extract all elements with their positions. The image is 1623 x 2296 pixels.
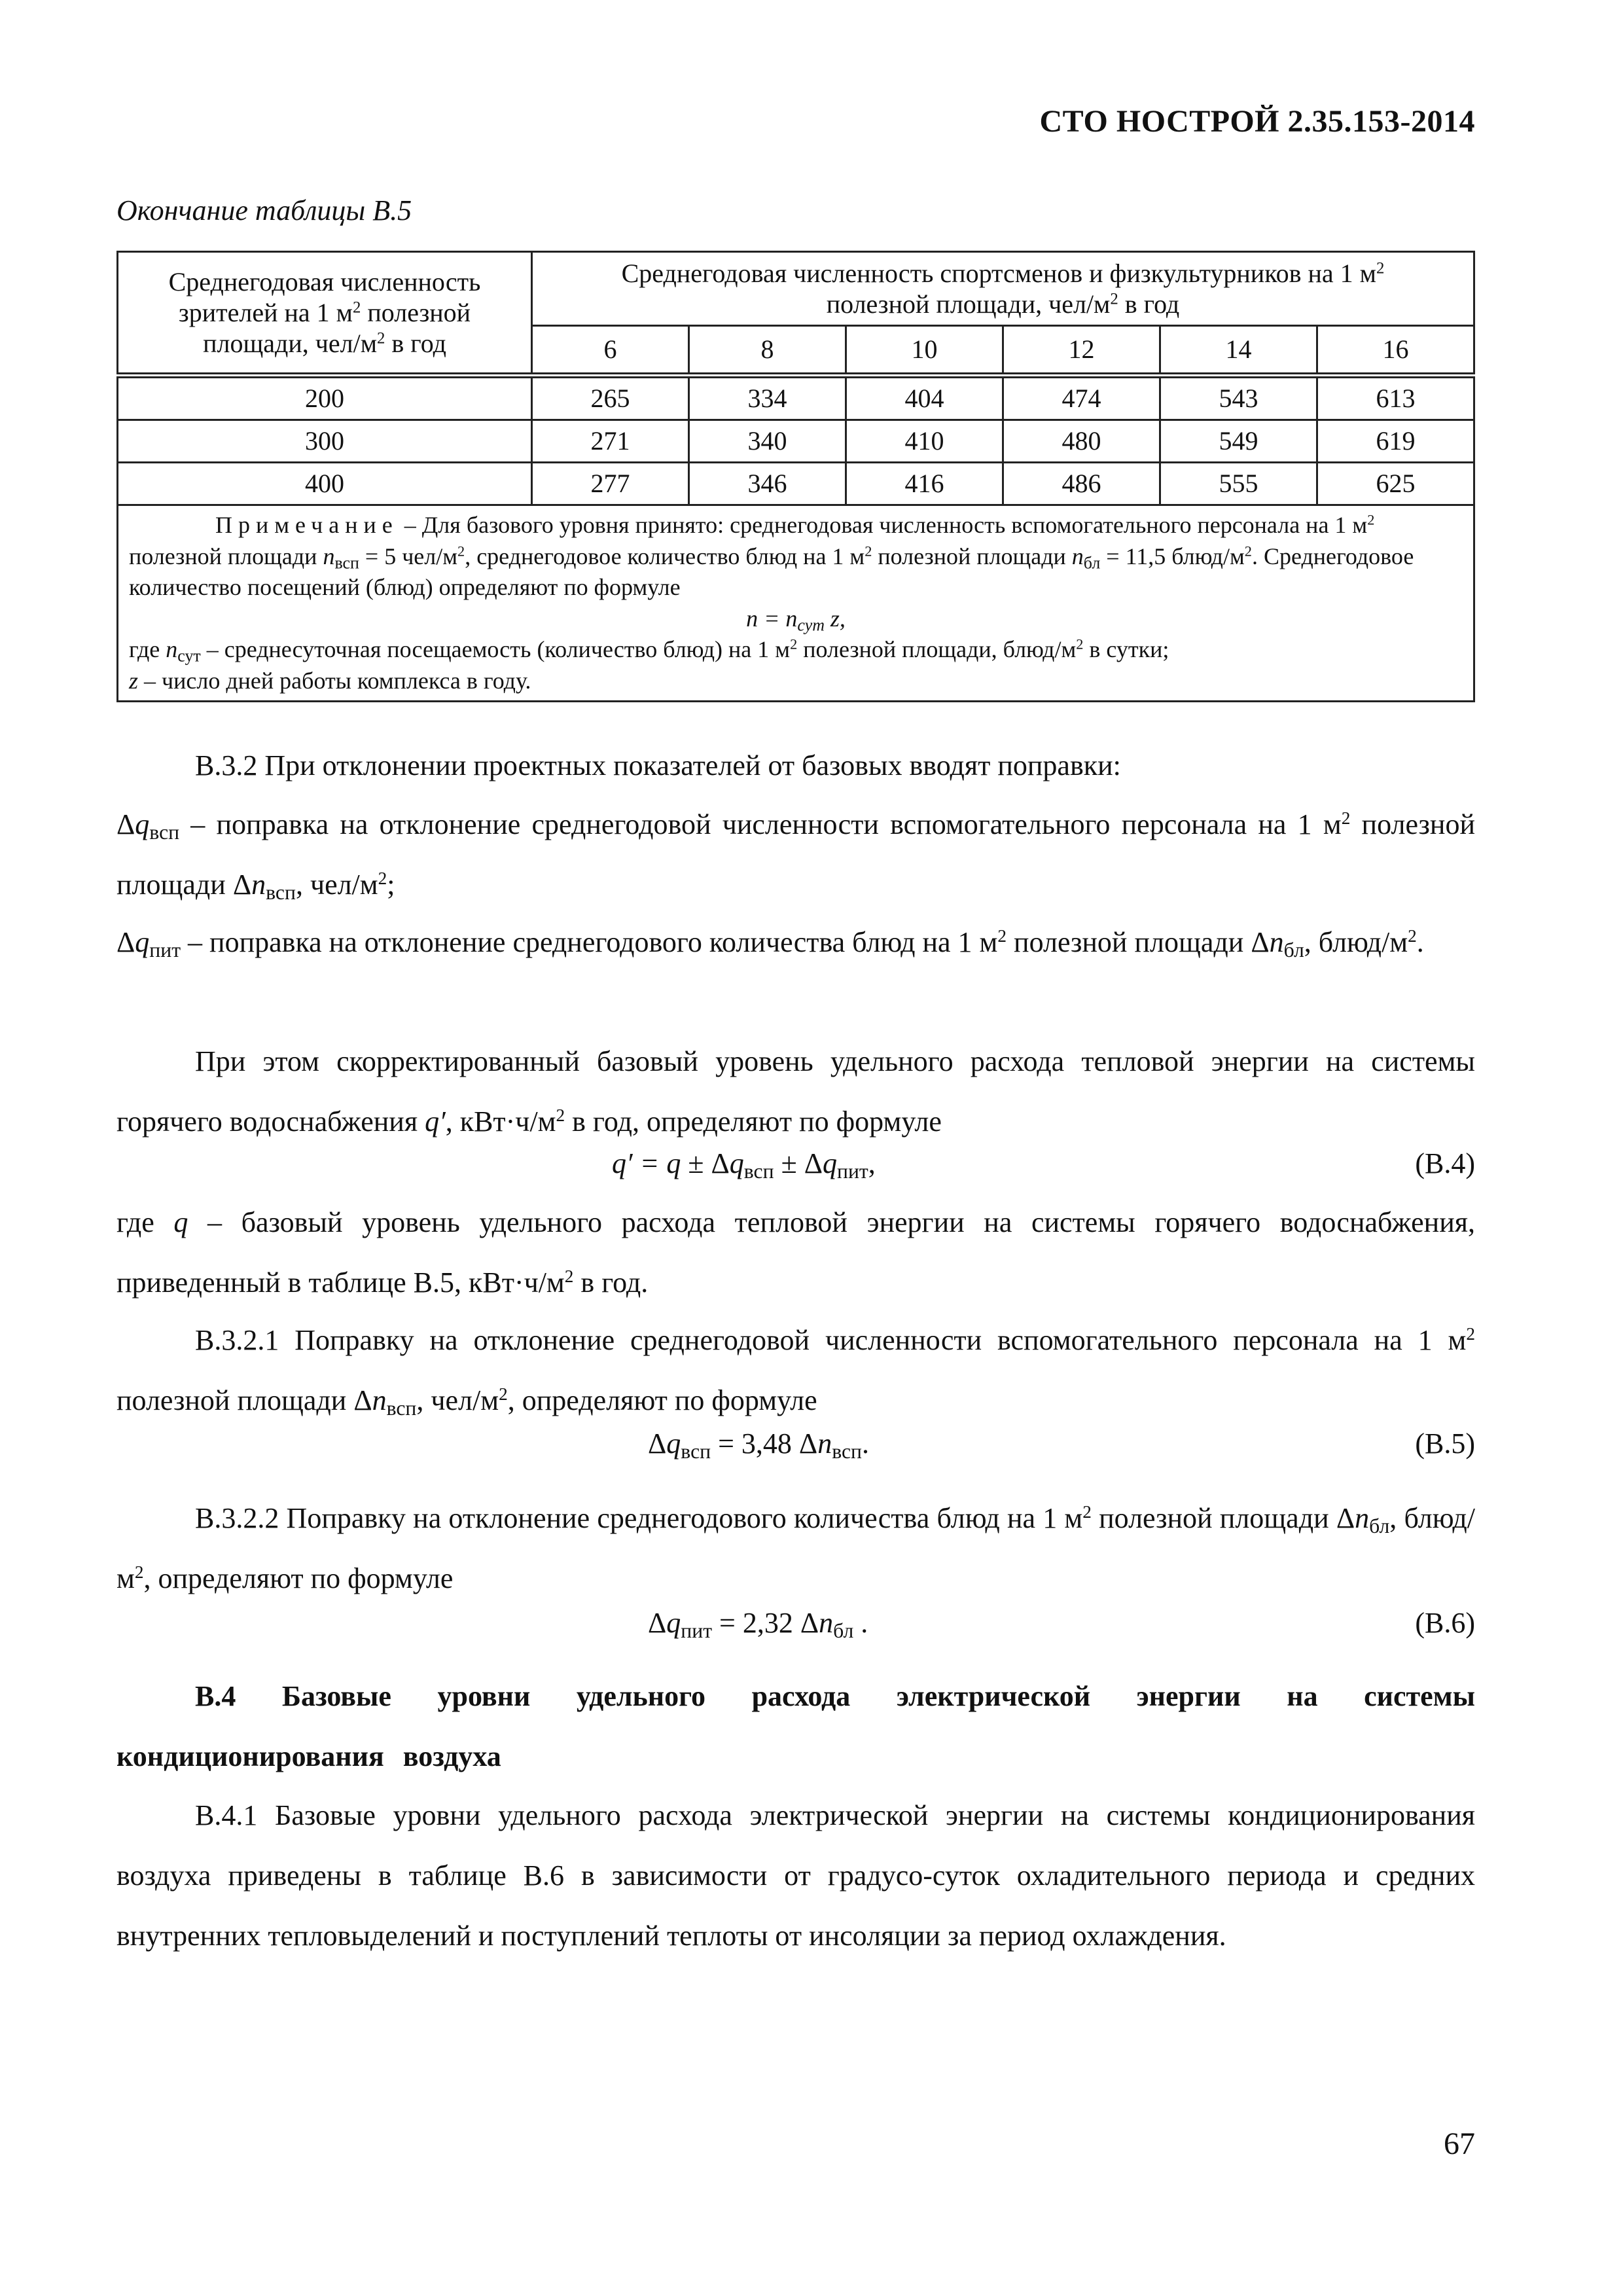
table-row <box>118 463 1474 505</box>
column-header: 12 <box>1003 326 1160 376</box>
note-formula: $n = n_{сут}$ z, <box>746 605 846 635</box>
table-cell: 410 <box>846 420 1003 463</box>
table-cell: 271 <box>532 420 689 463</box>
table-cell: 549 <box>1160 420 1317 463</box>
table-cell: 300 <box>118 420 532 463</box>
formula-number-b5: (В.5) <box>1415 1427 1475 1460</box>
table-cell: 474 <box>1003 376 1160 420</box>
paragraph-dq-vsp: $\Delta q_{всп}$ – поправка на отклонение среднегодовой численности вспомогательного персонала на 1 $м^2$ полезной площади $\Delta n_{всп}$, чел/$м^2$; <box>116 808 1476 904</box>
column-header: 14 <box>1160 326 1317 376</box>
table-cell: 346 <box>689 463 846 505</box>
paragraph-q-definition: где q – базовый уровень удельного расхода тепловой энергии на системы горячего водоснабжения, приведенный в таблице В.5, $кВт\cdot ч/м^2$ в год. <box>116 1206 1475 1299</box>
paragraph-dq-pit: $\Delta q_{пит}$ – поправка на отклонение среднегодового количества блюд на 1 $м^2$ полезной площади $\Delta n_{бл}$, блюд/$м^2$. <box>116 926 1424 961</box>
table-cell: 334 <box>689 376 846 420</box>
formula-b4: $q' = q \pm \Delta q_{всп} \pm \Delta q_{пит}$, <box>612 1147 876 1183</box>
table-row <box>118 376 1474 420</box>
table-cell: 555 <box>1160 463 1317 505</box>
table-b5 <box>116 251 1475 702</box>
page-number: 67 <box>1444 2126 1475 2161</box>
column-header: 6 <box>532 326 689 376</box>
formula-b6: $\Delta q_{пит} = 2,32$ $\Delta n_{бл}$ . <box>648 1607 868 1642</box>
table-cell: 340 <box>689 420 846 463</box>
table-cell: 265 <box>532 376 689 420</box>
table-cell: 400 <box>118 463 532 505</box>
paragraph-b32: В.3.2 При отклонении проектных показателей от базовых вводят поправки: <box>195 749 1121 781</box>
table-cell: 404 <box>846 376 1003 420</box>
table-row <box>118 420 1474 463</box>
formula-number-b4: (В.4) <box>1415 1147 1475 1179</box>
table-cell: 486 <box>1003 463 1160 505</box>
paragraph-b322: В.3.2.2 Поправку на отклонение среднегодового количества блюд на 1 $м^2$ полезной площади $\Delta n_{бл}$, блюд/$м^2$, определяют по формуле <box>116 1502 1475 1594</box>
table-cell: 613 <box>1317 376 1474 420</box>
table-cell: 619 <box>1317 420 1474 463</box>
header-spectators: Среднегодовая численность зрителей на 1 $м^2$ полезной площади, чел/$м^2$ в год <box>118 252 532 376</box>
column-header: 8 <box>689 326 846 376</box>
document-code: СТО НОСТРОЙ 2.35.153-2014 <box>1039 104 1475 139</box>
table-note: Примечание – Для базового уровня принято: среднегодовая численность вспомогательного персонала на 1 $м^2$ полезной площади $n_{всп} = 5$ чел/$м^2$, среднегодовое количество блюд на 1 $м^2$ полезной площади $n_{бл} = 11,5$ блюд/$м^2$. Среднегодовое количество посещений (блюд) определяют по формуле $n = n_{сут}$ z, где $n_{сут}$ – среднесуточная посещаемость (количество блюд) на 1 $м^2$ полезной площади, блюд/$м^2$ в сутки; z – число дней работы комплекса в году. <box>118 505 1474 702</box>
table-cell: 200 <box>118 376 532 420</box>
header-athletes-group: Среднегодовая численность спортсменов и физкультурников на 1 $м^2$ полезной площади, чел/$м^2$ в год <box>532 252 1474 326</box>
formula-number-b6: (В.6) <box>1415 1607 1475 1639</box>
table-cell: 480 <box>1003 420 1160 463</box>
column-header: 16 <box>1317 326 1474 376</box>
paragraph-b321: В.3.2.1 Поправку на отклонение среднегодовой численности вспомогательного персонала на 1 $м^2$ полезной площади $\Delta n_{всп}$, чел/$м^2$, определяют по формуле <box>116 1324 1475 1420</box>
section-heading-b4: В.4 Базовые уровни удельного расхода электрической энергии на системы кондиционирования воздуха <box>116 1680 1475 1772</box>
table-caption: Окончание таблицы В.5 <box>116 194 412 226</box>
table-cell: 277 <box>532 463 689 505</box>
paragraph-b41: В.4.1 Базовые уровни удельного расхода электрической энергии на системы кондиционирования воздуха приведены в таблице В.6 в зависимости от градусо-суток охладительного периода и средних внутренних тепловыделений и поступлений теплоты от инсоляции за период охлаждения. <box>116 1799 1475 1952</box>
formula-b5: $\Delta q_{всп} = 3,48$ $\Delta n_{всп}$. <box>648 1427 869 1463</box>
paragraph-corrected-level: При этом скорректированный базовый уровень удельного расхода тепловой энергии на системы горячего водоснабжения q′, $кВт\cdot ч/м^2$ в год, определяют по формуле <box>116 1045 1475 1138</box>
table-cell: 625 <box>1317 463 1474 505</box>
column-header: 10 <box>846 326 1003 376</box>
table-cell: 416 <box>846 463 1003 505</box>
table-cell: 543 <box>1160 376 1317 420</box>
